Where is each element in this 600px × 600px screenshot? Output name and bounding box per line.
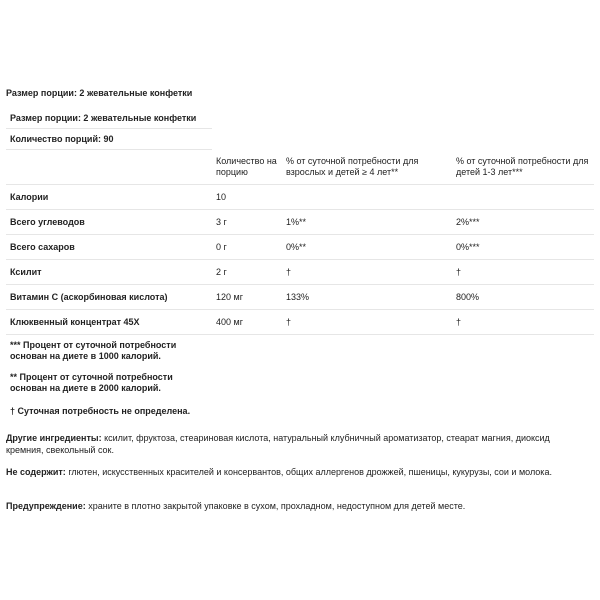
warning-text: храните в плотно закрытой упаковке в сухом, прохладном, недоступном для детей месте.: [88, 501, 466, 511]
servings-count-cell: Количество порций: 90: [6, 129, 212, 150]
table-row: [6, 210, 594, 235]
table-row: [6, 310, 594, 335]
nutrient-dv-children: [452, 185, 594, 210]
nutrient-amount: 400 мг: [212, 310, 282, 335]
serving-size-title: Размер порции: 2 жевательные конфетки: [6, 88, 193, 98]
table-row-servings-count: [6, 129, 594, 150]
table-note-row: [6, 399, 594, 423]
table-row: [6, 260, 594, 285]
nutrient-dv-children: †: [452, 310, 594, 335]
table-note-row: [6, 335, 594, 368]
nutrient-name: Ксилит: [6, 260, 212, 285]
table-note-row: [6, 367, 594, 399]
table-row: [6, 185, 594, 210]
nutrient-amount: 0 г: [212, 235, 282, 260]
table-row: [6, 285, 594, 310]
nutrient-name: Калории: [6, 185, 212, 210]
other-ingredients-section: [6, 432, 588, 456]
other-ingredients-text: ксилит, фруктоза, стеариновая кислота, натуральный клубничный ароматизатор, стеарат магния, диоксид кремния, свекольный сок.: [6, 433, 550, 455]
nutrient-dv-children: 0%***: [452, 235, 594, 260]
nutrient-dv-adults: †: [282, 260, 452, 285]
does-not-contain-label: Не содержит:: [6, 467, 66, 477]
does-not-contain-text: глютен, искусственных красителей и консервантов, общих аллергенов дрожжей, пшеницы, кукурузы, сои и молока.: [68, 467, 552, 477]
footnote-2000-calories: ** Процент от суточной потребности основан на диете в 2000 калорий.: [10, 372, 173, 393]
nutrient-dv-adults: †: [282, 310, 452, 335]
nutrient-dv-adults: [282, 185, 452, 210]
column-header-amount: Количество на порцию: [212, 150, 282, 185]
footnote-dv-not-established: † Суточная потребность не определена.: [10, 405, 191, 416]
column-header-dv-children: % от суточной потребности для детей 1-3 лет***: [452, 150, 594, 185]
table-row-serving-size: [6, 108, 594, 129]
nutrient-amount: 120 мг: [212, 285, 282, 310]
nutrient-name: Всего сахаров: [6, 235, 212, 260]
nutrient-dv-adults: 133%: [282, 285, 452, 310]
nutrient-amount: 2 г: [212, 260, 282, 285]
nutrient-name: Всего углеводов: [6, 210, 212, 235]
serving-size-cell: Размер порции: 2 жевательные конфетки: [6, 108, 212, 129]
nutrient-name: Витамин C (аскорбиновая кислота): [6, 285, 212, 310]
nutrient-dv-children: †: [452, 260, 594, 285]
nutrient-name: Клюквенный концентрат 45X: [6, 310, 212, 335]
nutrient-amount: 3 г: [212, 210, 282, 235]
table-row: [6, 235, 594, 260]
supplement-facts-table: [6, 108, 594, 423]
does-not-contain-section: [6, 466, 588, 478]
nutrient-dv-adults: 1%**: [282, 210, 452, 235]
nutrient-amount: 10: [212, 185, 282, 210]
nutrient-dv-children: 800%: [452, 285, 594, 310]
nutrient-dv-children: 2%***: [452, 210, 594, 235]
column-header-dv-adults: % от суточной потребности для взрослых и детей ≥ 4 лет**: [282, 150, 452, 185]
nutrient-dv-adults: 0%**: [282, 235, 452, 260]
footnote-1000-calories: *** Процент от суточной потребности основан на диете в 1000 калорий.: [10, 340, 177, 361]
warning-label: Предупреждение:: [6, 501, 86, 511]
warning-section: [6, 500, 588, 512]
other-ingredients-label: Другие ингредиенты:: [6, 433, 102, 443]
table-header-row: [6, 150, 594, 185]
